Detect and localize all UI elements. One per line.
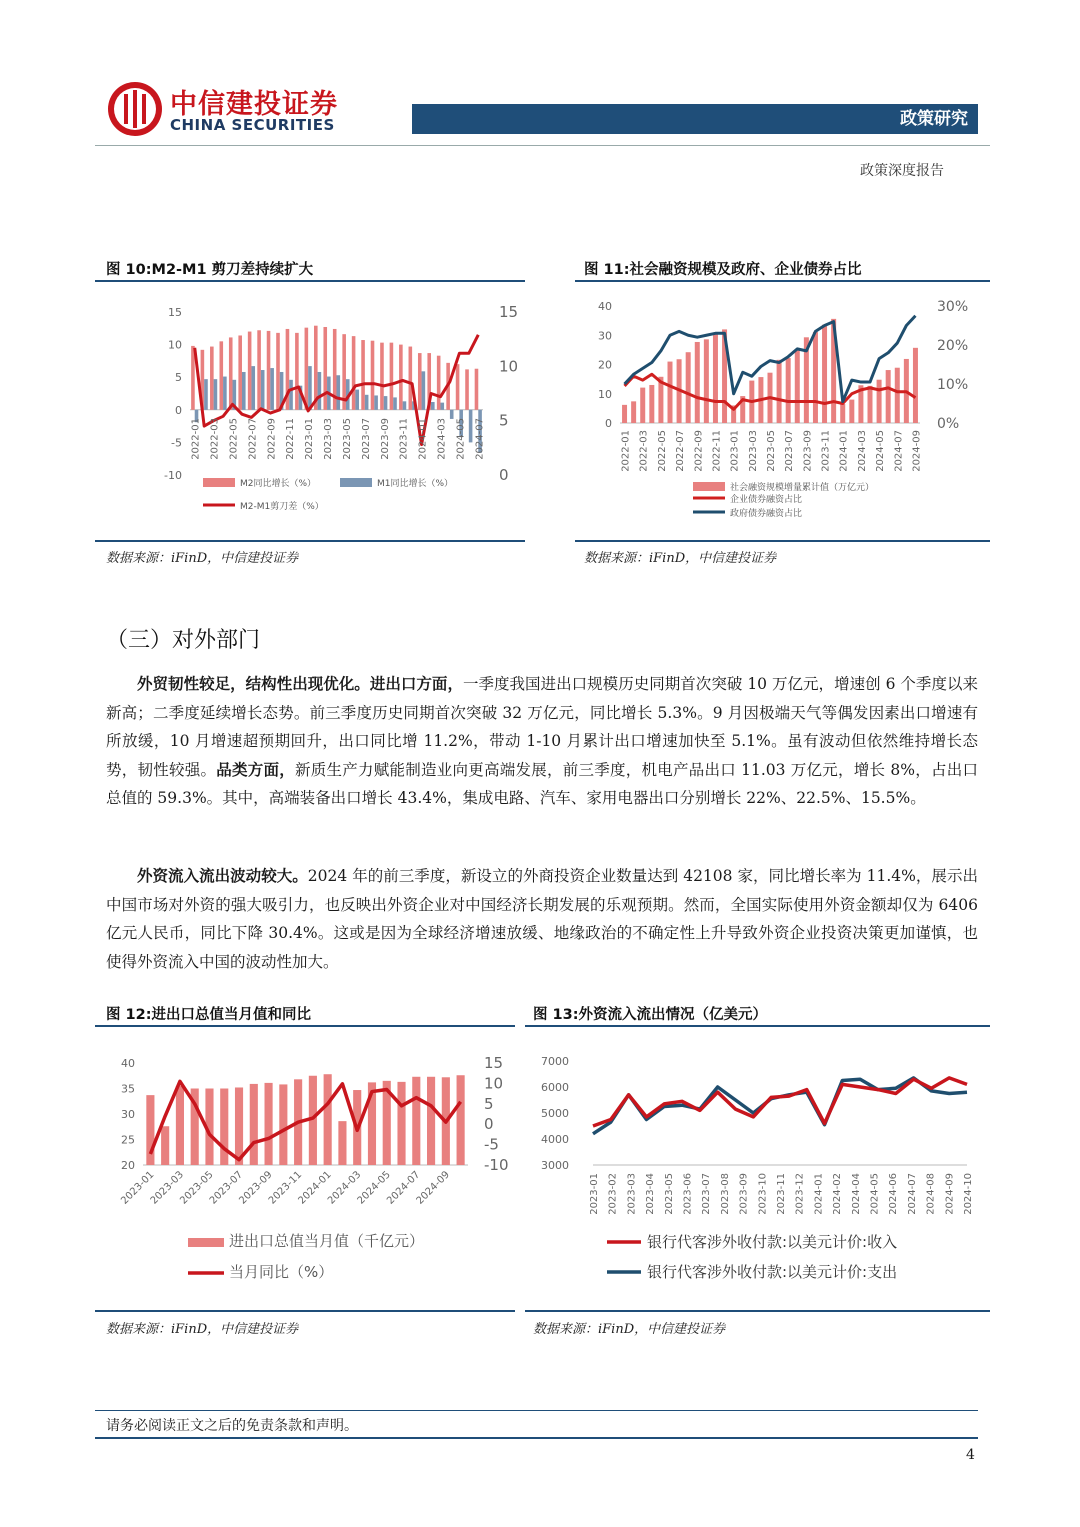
bar xyxy=(840,404,845,423)
bar xyxy=(895,368,900,423)
x-axis-tick-label: 2024-03 xyxy=(436,418,448,460)
bar xyxy=(813,332,818,423)
bar xyxy=(323,327,327,410)
right-axis-tick-label: 15 xyxy=(499,303,519,321)
legend-label: 银行代客涉外收付款:以美元计价:支出 xyxy=(647,1263,898,1281)
right-axis-tick-label: 15 xyxy=(484,1054,504,1072)
bar xyxy=(390,343,394,410)
x-axis-tick-label: 2022-11 xyxy=(711,430,723,472)
bar xyxy=(279,1084,287,1165)
bar xyxy=(886,370,891,423)
bar xyxy=(250,1084,258,1165)
left-axis-tick-label: -10 xyxy=(164,469,182,482)
fig13-bottom-rule xyxy=(525,1310,990,1312)
left-axis-tick-label: 20 xyxy=(598,358,612,372)
x-axis-tick-label: 2023-09 xyxy=(802,430,814,472)
x-axis-tick-label: 2023-07 xyxy=(360,418,372,460)
fig13-chart xyxy=(525,1035,990,1300)
fig10-chart xyxy=(95,290,525,520)
x-axis-tick-label: 2023-05 xyxy=(178,1169,216,1207)
x-axis-tick-label: 2023-05 xyxy=(663,1173,675,1215)
report-type: 政策深度报告 xyxy=(860,163,944,179)
bar xyxy=(649,385,654,423)
bar xyxy=(668,362,673,423)
x-axis-tick-label: 2022-05 xyxy=(656,430,668,472)
legend-label: 进出口总值当月值（千亿元） xyxy=(229,1232,425,1250)
legend-swatch xyxy=(693,482,725,491)
x-axis-tick-label: 2023-11 xyxy=(776,1173,787,1215)
bar xyxy=(223,377,227,410)
bar xyxy=(219,341,223,409)
fig10-bottom-rule xyxy=(95,540,525,542)
paragraph-trade xyxy=(106,670,978,813)
bar xyxy=(822,325,827,423)
section-banner: 政策研究 xyxy=(412,104,978,134)
bar xyxy=(456,364,460,410)
x-axis-tick-label: 2023-03 xyxy=(323,418,335,460)
legend-label: 企业债券融资占比 xyxy=(730,495,803,505)
bar xyxy=(877,380,882,423)
x-axis-tick-label: 2024-04 xyxy=(850,1173,862,1215)
x-axis-tick-label: 2022-09 xyxy=(693,430,705,472)
left-axis-tick-label: 0 xyxy=(605,417,612,430)
page-number: 4 xyxy=(966,1447,975,1463)
legend-label: 银行代客涉外收付款:以美元计价:收入 xyxy=(647,1233,898,1251)
bar xyxy=(393,397,397,409)
header-rule xyxy=(95,145,990,146)
left-axis-tick-label: 35 xyxy=(121,1082,135,1096)
bar xyxy=(352,336,356,410)
x-axis-tick-label: 2024-07 xyxy=(474,418,486,460)
x-axis-tick-label: 2023-09 xyxy=(738,1173,750,1215)
fig13-source: 数据来源：iFinD，中信建投证券 xyxy=(533,1322,726,1337)
x-axis-tick-label: 2023-09 xyxy=(379,418,391,460)
x-axis-tick-label: 2024-05 xyxy=(875,430,887,472)
bar xyxy=(337,375,341,410)
left-axis-tick-label: 10 xyxy=(168,338,182,352)
bar xyxy=(622,405,627,423)
x-axis-tick-label: 2022-05 xyxy=(228,418,240,460)
bar xyxy=(409,347,413,410)
series-line xyxy=(593,1078,967,1134)
bar xyxy=(868,386,873,423)
x-axis-tick-label: 2023-05 xyxy=(341,418,353,460)
bar xyxy=(457,1075,465,1165)
bar xyxy=(384,396,388,410)
bar xyxy=(695,342,700,423)
bar xyxy=(248,332,252,410)
bar xyxy=(713,333,718,423)
left-axis-tick-label: 15 xyxy=(168,306,182,319)
bar xyxy=(261,370,265,410)
bar xyxy=(640,388,645,423)
legend-label: 社会融资规模增量累计值（万亿元） xyxy=(730,483,875,493)
bar xyxy=(318,372,322,410)
x-axis-tick-label: 2023-07 xyxy=(784,430,796,472)
x-axis-tick-label: 2023-03 xyxy=(747,430,759,472)
bar xyxy=(289,380,293,410)
x-axis-tick-label: 2024-03 xyxy=(325,1169,364,1207)
x-axis-tick-label: 2023-08 xyxy=(719,1173,731,1215)
bar xyxy=(412,1077,420,1165)
left-axis-tick-label: 40 xyxy=(121,1057,135,1070)
logo-emblem xyxy=(106,80,164,138)
bar xyxy=(403,401,407,409)
footer-rule-top xyxy=(95,1410,978,1411)
left-axis-tick-label: 3000 xyxy=(541,1159,569,1172)
legend-swatch xyxy=(203,478,235,487)
x-axis-tick-label: 2024-05 xyxy=(455,418,467,460)
left-axis-tick-label: 10 xyxy=(598,387,612,401)
bar xyxy=(361,340,365,410)
x-axis-tick-label: 2023-03 xyxy=(626,1173,638,1215)
legend-label: 政府债券融资占比 xyxy=(730,509,803,519)
x-axis-tick-label: 2024-03 xyxy=(856,430,868,472)
bar xyxy=(220,1089,228,1166)
left-axis-tick-label: 4000 xyxy=(541,1133,569,1146)
bar xyxy=(399,345,403,410)
bar xyxy=(431,402,435,410)
bar xyxy=(427,1077,435,1165)
para1-lead: 外贸韧性较足，结构性出现优化。进出口方面， xyxy=(137,675,463,693)
section-heading: （三）对外部门 xyxy=(106,628,261,653)
bar xyxy=(229,337,233,409)
x-axis-tick-label: 2024-01 xyxy=(296,1169,334,1207)
fig11-bottom-rule xyxy=(575,540,990,542)
bar xyxy=(913,348,918,423)
bar xyxy=(422,371,426,409)
x-axis-tick-label: 2023-01 xyxy=(304,418,316,460)
left-axis-tick-label: 5 xyxy=(175,371,182,385)
x-axis-tick-label: 2023-01 xyxy=(589,1173,600,1215)
x-axis-tick-label: 2023-11 xyxy=(398,418,410,460)
paragraph-fdi xyxy=(106,862,978,976)
bar xyxy=(450,410,454,419)
right-axis-tick-label: 0% xyxy=(937,416,960,432)
bar xyxy=(270,368,274,410)
x-axis-tick-label: 2022-07 xyxy=(675,430,687,472)
left-axis-tick-label: 20 xyxy=(121,1159,135,1172)
left-axis-tick-label: -5 xyxy=(171,436,182,450)
x-axis-tick-label: 2024-09 xyxy=(414,1169,452,1207)
fig13-top-rule xyxy=(525,1025,990,1027)
bar xyxy=(235,1087,243,1165)
bar xyxy=(251,366,255,410)
x-axis-tick-label: 2022-03 xyxy=(209,418,221,460)
bar xyxy=(440,403,444,410)
right-axis-tick-label: 30% xyxy=(937,299,969,315)
x-axis-tick-label: 2023-01 xyxy=(119,1169,157,1207)
para2-body: 2024 年的前三季度，新设立的外商投资企业数量达到 42108 家，同比增长率为 11.4%，展示出中国市场对外资的强大吸引力，也反映出外资企业对中国经济长期发展的乐观预期。然而，全国实际使用外资金额却仅为 6406 亿元人民币，同比下降 30.4%。这或是因为全球经济增速放缓、地缘政治的不确定性上升导致外资企业投资决策更加谨慎，也使得外资流入中国的波动性加大。 xyxy=(106,867,978,971)
para2-lead: 外资流入流出波动较大。 xyxy=(137,867,308,885)
bar xyxy=(204,379,208,410)
x-axis-tick-label: 2024-06 xyxy=(888,1173,900,1215)
x-axis-tick-label: 2023-04 xyxy=(645,1173,657,1215)
fig12-source: 数据来源：iFinD，中信建投证券 xyxy=(106,1322,299,1337)
fig10-title: 图 10:M2-M1 剪刀差持续扩大 xyxy=(106,262,314,278)
bar xyxy=(786,358,791,423)
logo-text-cn: 中信建投证券 xyxy=(170,89,338,120)
x-axis-tick-label: 2022-03 xyxy=(638,430,650,472)
right-axis-tick-label: 10 xyxy=(484,1074,504,1093)
x-axis-tick-label: 2022-01 xyxy=(620,430,632,472)
x-axis-tick-label: 2023-02 xyxy=(607,1173,619,1215)
x-axis-tick-label: 2023-01 xyxy=(729,430,741,472)
bar xyxy=(704,339,709,423)
footer-rule-bottom xyxy=(95,1437,978,1439)
fig11-title: 图 11:社会融资规模及政府、企业债券占比 xyxy=(584,262,862,278)
bar xyxy=(397,1082,405,1165)
bar xyxy=(380,343,384,410)
fig10-source: 数据来源：iFinD，中信建投证券 xyxy=(106,551,299,566)
legend-label: 当月同比（%） xyxy=(229,1263,334,1281)
fig10-top-rule xyxy=(95,280,525,282)
x-axis-tick-label: 2023-07 xyxy=(207,1169,246,1207)
fig13-title: 图 13:外资流入流出情况（亿美元） xyxy=(533,1007,768,1023)
company-logo xyxy=(106,80,356,140)
bar xyxy=(849,400,854,423)
left-axis-tick-label: 25 xyxy=(121,1133,135,1147)
right-axis-tick-label: 10% xyxy=(937,377,969,393)
x-axis-tick-label: 2024-10 xyxy=(963,1173,974,1215)
bar xyxy=(214,379,218,410)
right-axis-tick-label: 20% xyxy=(937,338,969,354)
bar xyxy=(365,395,369,410)
bar xyxy=(631,401,636,423)
legend-label: M2同比增长（%） xyxy=(240,479,317,489)
x-axis-tick-label: 2024-08 xyxy=(925,1173,937,1215)
x-axis-tick-label: 2023-03 xyxy=(148,1169,187,1207)
x-axis-tick-label: 2023-05 xyxy=(766,430,777,472)
para1-lead2: 品类方面， xyxy=(216,760,295,779)
legend-label: M2-M1剪刀差（%） xyxy=(240,502,324,512)
fig11-top-rule xyxy=(575,280,990,282)
bar xyxy=(795,349,800,423)
left-axis-tick-label: 7000 xyxy=(541,1055,569,1068)
bar xyxy=(371,341,375,410)
fig12-bottom-rule xyxy=(95,1310,515,1312)
x-axis-tick-label: 2023-09 xyxy=(237,1169,275,1207)
legend-label: M1同比增长（%） xyxy=(377,479,454,489)
disclaimer: 请务必阅读正文之后的免责条款和声明。 xyxy=(106,1418,358,1434)
x-axis-tick-label: 2024-01 xyxy=(417,418,429,460)
bar xyxy=(437,356,441,410)
bar xyxy=(308,366,312,410)
x-axis-tick-label: 2024-05 xyxy=(355,1169,393,1207)
para1-body: 一季度我国进出口规模历史同期首次突破 10 万亿元，增速创 6 个季度以来新高；二季度延续增长态势。前三季度历史同期首次突破 32 万亿元，同比增长 5.3%。9 月因极端天气等偶发因素出口增速有所放缓，10 月增速超预期回升，出口同比增 11.2%，带动 1-10 月累计出口增速加快至 5.1%。虽有波动但依然维持增长态势，韧性较强。 xyxy=(106,675,978,779)
bar xyxy=(238,335,242,409)
bar xyxy=(305,328,309,410)
x-axis-tick-label: 2024-05 xyxy=(869,1173,881,1215)
x-axis-tick-label: 2024-01 xyxy=(813,1173,825,1215)
x-axis-tick-label: 2023-11 xyxy=(820,430,832,472)
bar xyxy=(210,347,214,410)
bar xyxy=(475,369,479,410)
bar xyxy=(176,1086,184,1165)
left-axis-tick-label: 30 xyxy=(598,329,612,343)
x-axis-tick-label: 2023-07 xyxy=(701,1173,713,1215)
right-axis-tick-label: 5 xyxy=(499,411,509,430)
bar xyxy=(324,1074,332,1165)
bar xyxy=(686,352,691,423)
x-axis-tick-label: 2024-07 xyxy=(906,1173,918,1215)
bar xyxy=(777,360,782,423)
fig11-source: 数据来源：iFinD，中信建投证券 xyxy=(584,551,777,566)
right-axis-tick-label: -10 xyxy=(484,1156,509,1174)
x-axis-tick-label: 2024-09 xyxy=(944,1173,956,1215)
x-axis-tick-label: 2022-07 xyxy=(247,418,259,460)
bar xyxy=(267,331,271,410)
bar xyxy=(146,1095,154,1165)
fig12-title: 图 12:进出口总值当月值和同比 xyxy=(106,1007,312,1023)
logo-text-en: CHINA SECURITIES xyxy=(170,116,335,134)
fig12-chart xyxy=(95,1035,515,1295)
bar xyxy=(295,333,299,410)
legend-swatch xyxy=(188,1238,224,1247)
left-axis-tick-label: 30 xyxy=(121,1108,135,1121)
x-axis-tick-label: 2023-11 xyxy=(266,1169,305,1207)
left-axis-tick-label: 5000 xyxy=(541,1107,569,1120)
x-axis-tick-label: 2024-09 xyxy=(911,430,923,472)
x-axis-tick-label: 2024-07 xyxy=(893,430,905,472)
right-axis-tick-label: 10 xyxy=(499,357,519,376)
fig11-chart xyxy=(575,290,990,530)
bar xyxy=(469,410,473,443)
x-axis-tick-label: 2023-06 xyxy=(682,1173,694,1215)
bar xyxy=(374,395,378,409)
x-axis-tick-label: 2022-09 xyxy=(266,418,278,460)
bar xyxy=(355,390,359,410)
bar xyxy=(265,1083,273,1165)
x-axis-tick-label: 2024-07 xyxy=(385,1169,423,1207)
right-axis-tick-label: -5 xyxy=(484,1135,499,1154)
bar xyxy=(242,372,246,410)
bar xyxy=(161,1126,169,1165)
right-axis-tick-label: 0 xyxy=(499,466,509,484)
right-axis-tick-label: 0 xyxy=(484,1115,494,1134)
bar xyxy=(257,330,261,410)
x-axis-tick-label: 2024-02 xyxy=(832,1173,844,1215)
fig12-top-rule xyxy=(95,1025,515,1027)
para1-body2: 新质生产力赋能制造业向更高端发展，前三季度，机电产品出口 11.03 万亿元，增长 8%，占出口总值的 59.3%。其中，高端装备出口增长 43.4%，集成电路、汽车、家用电器出口分别增长 22%、22.5%、15.5%。 xyxy=(106,760,978,807)
x-axis-tick-label: 2022-11 xyxy=(285,418,297,460)
x-axis-tick-label: 2023-12 xyxy=(794,1173,806,1215)
left-axis-tick-label: 6000 xyxy=(541,1081,569,1094)
legend-swatch xyxy=(340,478,372,487)
left-axis-tick-label: 40 xyxy=(598,300,612,313)
left-axis-tick-label: 0 xyxy=(175,403,182,417)
x-axis-tick-label: 2023-10 xyxy=(757,1173,769,1215)
bar xyxy=(276,333,280,410)
bar xyxy=(418,353,422,410)
x-axis-tick-label: 2022-01 xyxy=(190,418,202,460)
bar xyxy=(465,369,469,409)
bar xyxy=(338,1121,346,1165)
x-axis-tick-label: 2024-01 xyxy=(838,430,850,472)
right-axis-tick-label: 5 xyxy=(484,1094,494,1113)
